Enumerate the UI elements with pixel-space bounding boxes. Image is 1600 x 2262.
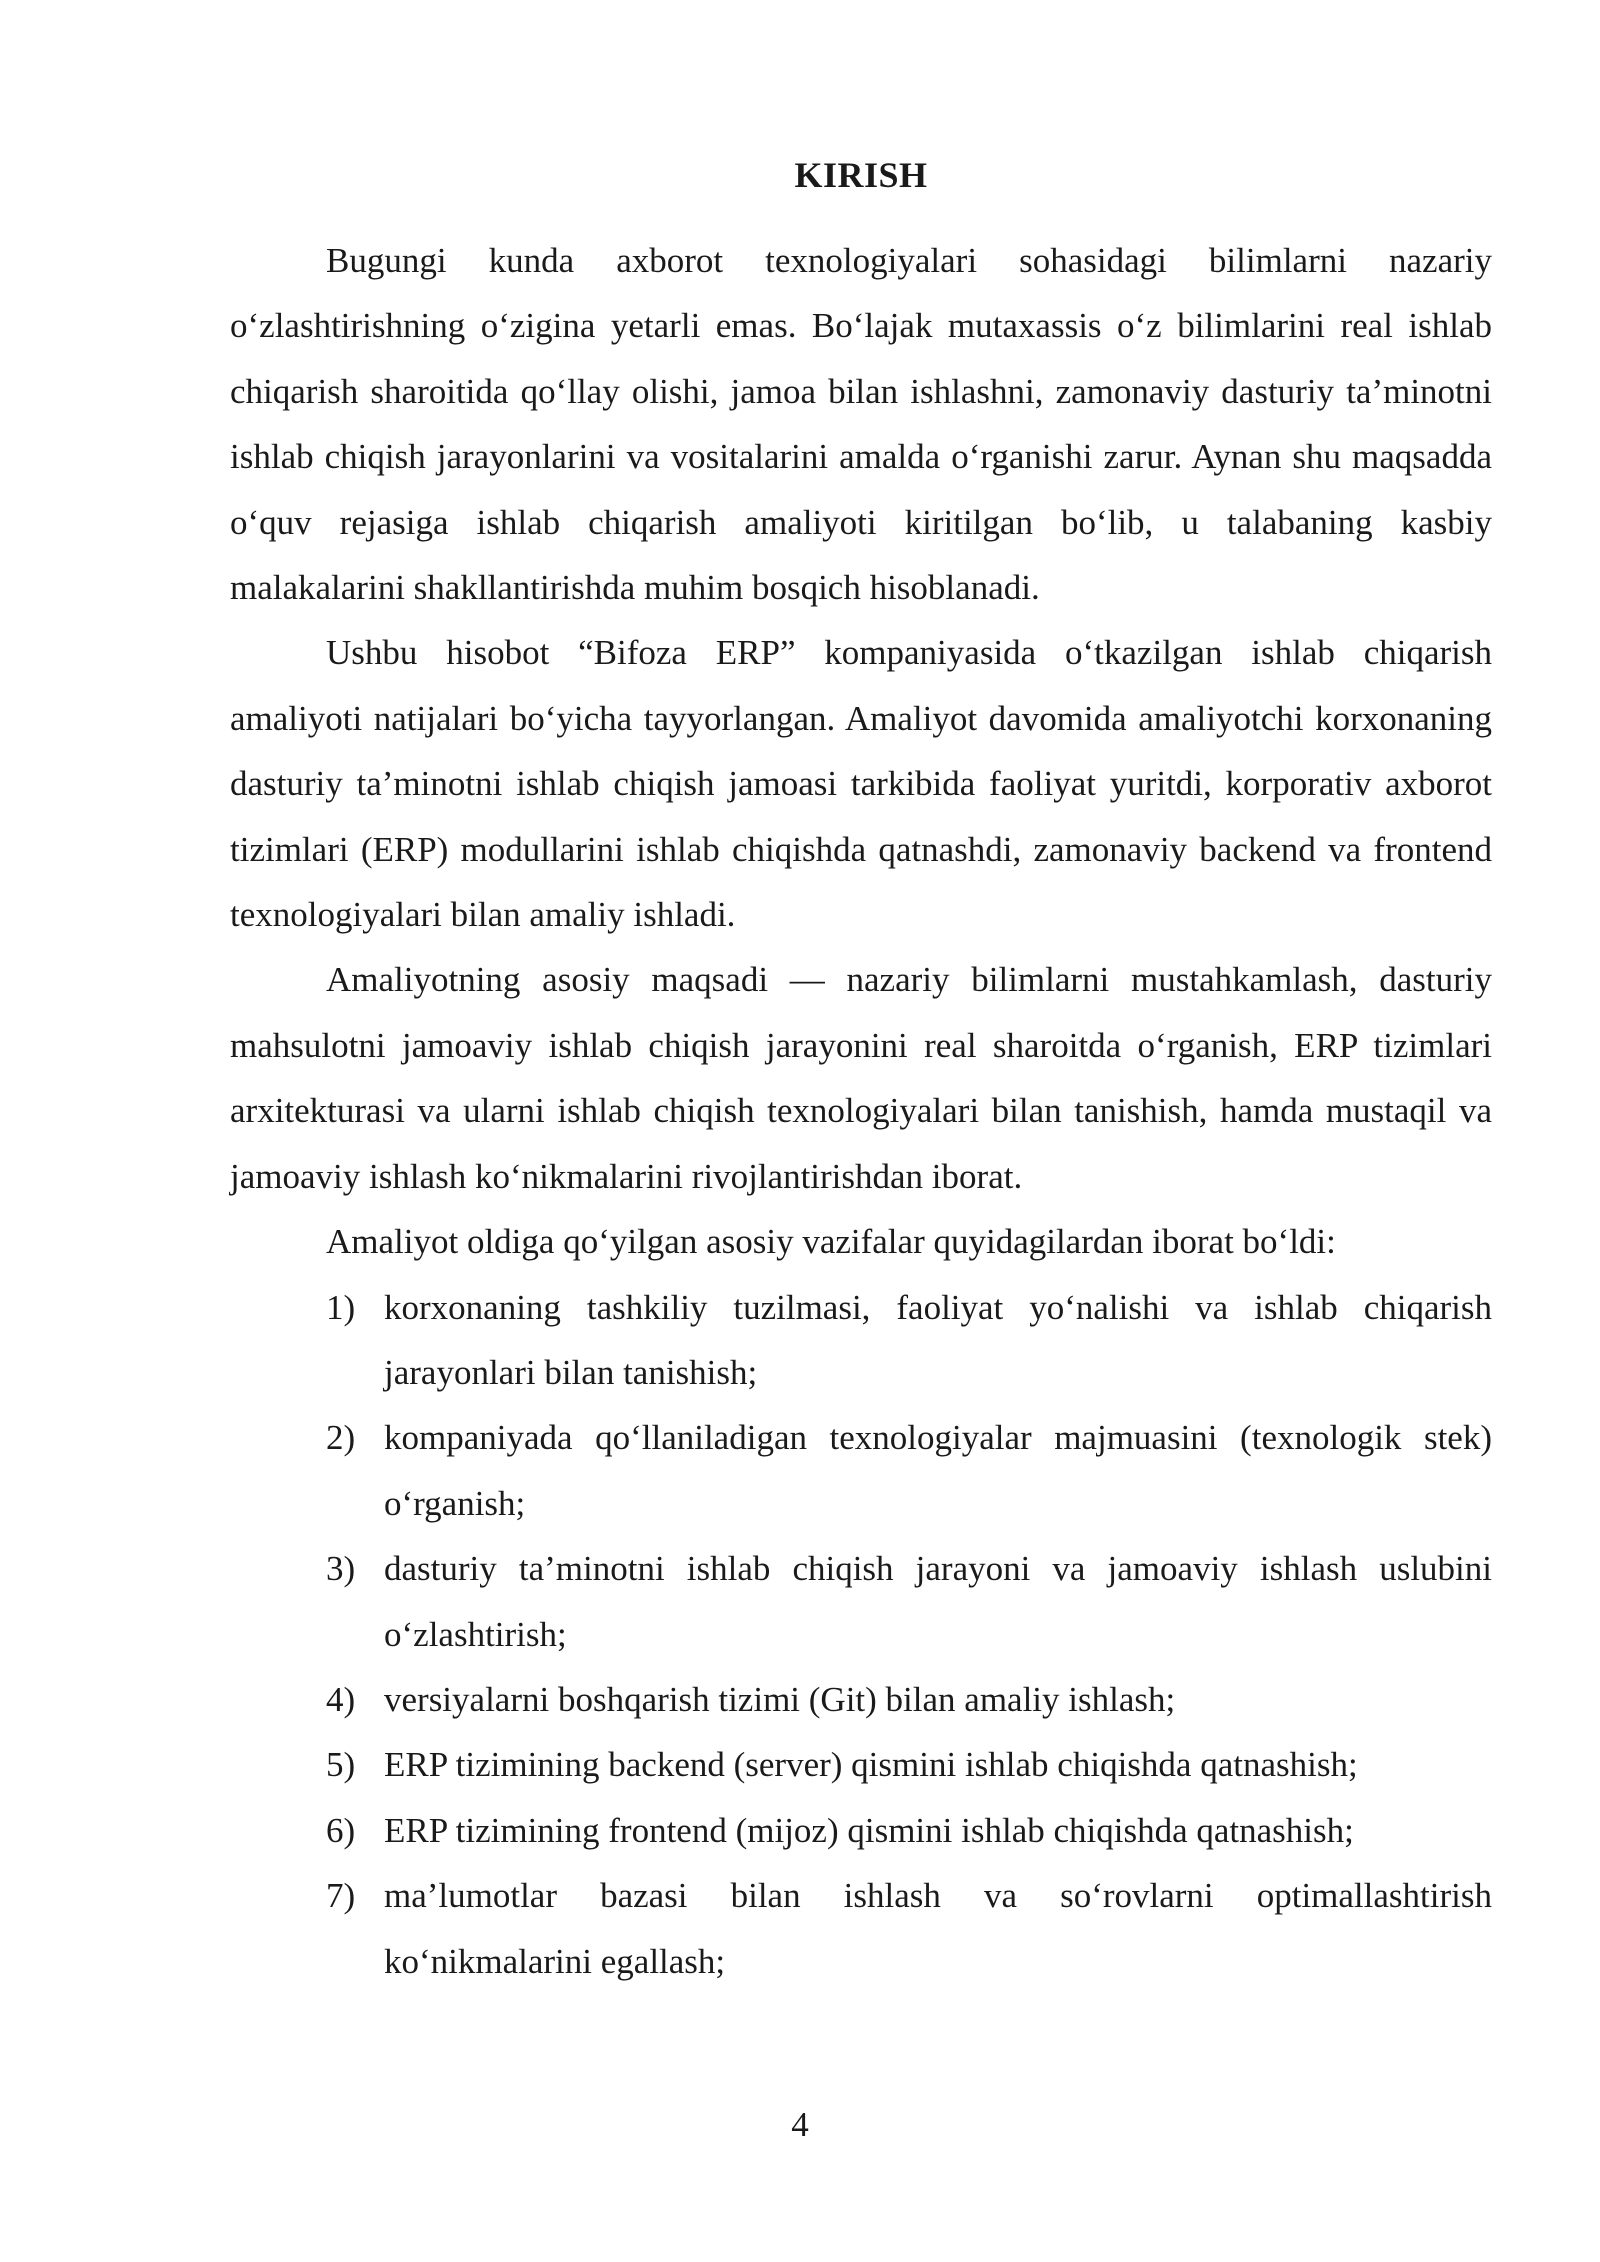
list-item: [230, 1405, 1492, 1536]
list-item-number: 7): [326, 1876, 356, 1916]
list-item-text: ERP tizimining backend (server) qismini ishlab chiqishda qatnashish;: [384, 1745, 1358, 1785]
page-content: [230, 146, 1492, 1994]
tasks-intro-paragraph: Amaliyot oldiga qo‘yilgan asosiy vazifalar quyidagilardan iborat bo‘ldi:: [326, 1222, 1336, 1262]
section-title: KIRISH: [794, 155, 928, 195]
list-item-number: 5): [326, 1745, 356, 1785]
list-item-text: kompaniyada qo‘llaniladigan texnologiyalar majmuasini (texnologik stek) o‘rganish;: [384, 1418, 1492, 1523]
list-item: [230, 1798, 1492, 1863]
tasks-list: [230, 1275, 1492, 1994]
list-item: [230, 1536, 1492, 1667]
list-item-text: korxonaning tashkiliy tuzilmasi, faoliyat yo‘nalishi va ishlab chiqarish jarayonlari bilan tanishish;: [384, 1287, 1492, 1392]
list-item: [230, 1732, 1492, 1797]
list-item: [230, 1863, 1492, 1994]
list-item-text: dasturiy ta’minotni ishlab chiqish jarayoni va jamoaviy ishlash uslubini o‘zlashtirish;: [384, 1549, 1492, 1654]
list-item-text: ma’lumotlar bazasi bilan ishlash va so‘rovlarni optimallashtirish ko‘nikmalarini egallash;: [384, 1876, 1492, 1981]
list-item: [230, 1667, 1492, 1732]
list-item-number: 6): [326, 1810, 356, 1850]
list-item-text: ERP tizimining frontend (mijoz) qismini ishlab chiqishda qatnashish;: [384, 1810, 1354, 1850]
report-paragraph: Ushbu hisobot “Bifoza ERP” kompaniyasida o‘tkazilgan ishlab chiqarish amaliyoti natijalari bo‘yicha tayyorlangan. Amaliyot davomida amaliyotchi korxonaning dasturiy ta’minotni ishlab chiqish jamoasi tarkibida faoliyat yuritdi, korporativ axborot tizimlari (ERP) modullarini ishlab chiqishda qatnashdi, zamonaviy backend va frontend texnologiyalari bilan amaliy ishladi.: [230, 633, 1492, 935]
list-item-number: 3): [326, 1549, 356, 1589]
intro-paragraph: Bugungi kunda axborot texnologiyalari sohasidagi bilimlarni nazariy o‘zlashtirishning o‘zigina yetarli emas. Bo‘lajak mutaxassis o‘z bilimlarini real ishlab chiqarish sharoitida qo‘llay olishi, jamoa bilan ishlashni, zamonaviy dasturiy ta’minotni ishlab chiqish jarayonlarini va vositalarini amalda o‘rganishi zarur. Aynan shu maqsadda o‘quv rejasiga ishlab chiqarish amaliyoti kiritilgan bo‘lib, u talabaning kasbiy malakalarini shakllantirishda muhim bosqich hisoblanadi.: [230, 241, 1492, 608]
list-item: [230, 1275, 1492, 1406]
list-item-number: 2): [326, 1418, 356, 1458]
list-item-number: 1): [326, 1287, 356, 1327]
page-number: 4: [791, 2105, 809, 2144]
list-item-number: 4): [326, 1679, 356, 1719]
list-item-text: versiyalarni boshqarish tizimi (Git) bilan amaliy ishlash;: [384, 1679, 1176, 1719]
goal-paragraph: Amaliyotning asosiy maqsadi — nazariy bilimlarni mustahkamlash, dasturiy mahsulotni jamoaviy ishlab chiqish jarayonini real sharoitda o‘rganish, ERP tizimlari arxitekturasi va ularni ishlab chiqish texnologiyalari bilan tanishish, hamda mustaqil va jamoaviy ishlash ko‘nikmalarini rivojlantirishdan iborat.: [230, 960, 1492, 1196]
